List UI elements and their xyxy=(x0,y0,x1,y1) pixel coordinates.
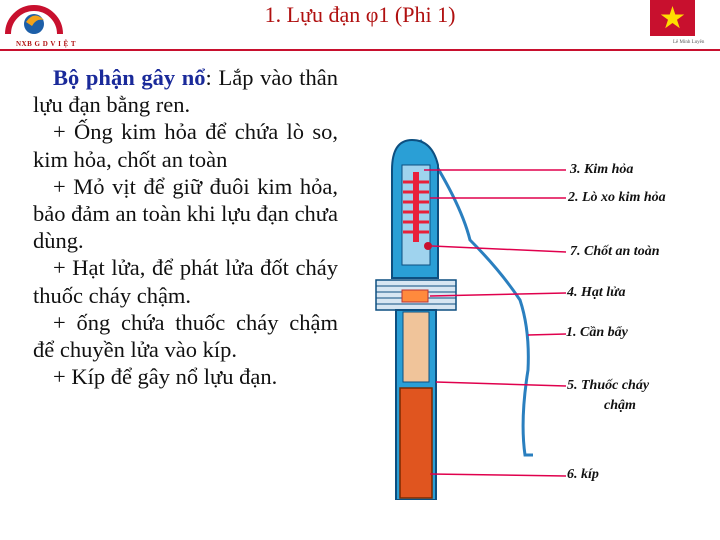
section-heading: Bộ phận gây nổ xyxy=(53,65,206,90)
author-caption: Lê Minh Luyên xyxy=(673,40,705,45)
pointer-lines xyxy=(424,170,566,476)
label-spring: 2. Lò xo kim hỏa xyxy=(568,190,666,205)
slide-title: 1. Lựu đạn φ1 (Phi 1) xyxy=(264,2,456,27)
slide-header xyxy=(0,0,720,52)
logo-caption: NXB G D V I Ệ T xyxy=(16,40,77,48)
vietnam-flag-icon xyxy=(650,0,695,36)
header-rule xyxy=(0,49,720,51)
item-firing-pin-tube: + Ống kim hỏa để chứa lò so, kim hỏa, chốt an toàn xyxy=(33,119,338,172)
label-primer: 4. Hạt lửa xyxy=(567,285,626,300)
detonator-icon xyxy=(400,388,432,498)
item-lever: + Mỏ vịt để giữ đuôi kim hỏa, bảo đảm an toàn khi lựu đạn chưa dùng. xyxy=(33,173,338,254)
label-firing-pin: 3. Kim hỏa xyxy=(570,162,634,177)
primer-icon xyxy=(402,290,428,302)
heading-paragraph: Bộ phận gây nổ: Lắp vào thân lựu đạn bằng ren. xyxy=(33,65,338,118)
label-delay-charge-cont: chậm xyxy=(604,398,636,413)
item-detonator: + Kíp để gây nổ lựu đạn. xyxy=(53,364,278,390)
safety-pin-icon xyxy=(424,242,432,250)
label-lever: 1. Cần bẩy xyxy=(566,325,628,340)
description-text xyxy=(33,64,338,390)
label-safety-pin: 7. Chốt an toàn xyxy=(570,244,660,259)
label-detonator: 6. kíp xyxy=(567,467,599,482)
firing-pin-icon xyxy=(413,172,419,242)
item-primer: + Hạt lửa, để phát lửa đốt cháy thuốc cháy chậm. xyxy=(33,255,338,308)
delay-charge-icon xyxy=(403,312,429,382)
label-delay-charge: 5. Thuốc cháy xyxy=(567,378,650,393)
item-delay-tube: + ống chứa thuốc cháy chậm để chuyền lửa vào kíp. xyxy=(33,309,338,363)
